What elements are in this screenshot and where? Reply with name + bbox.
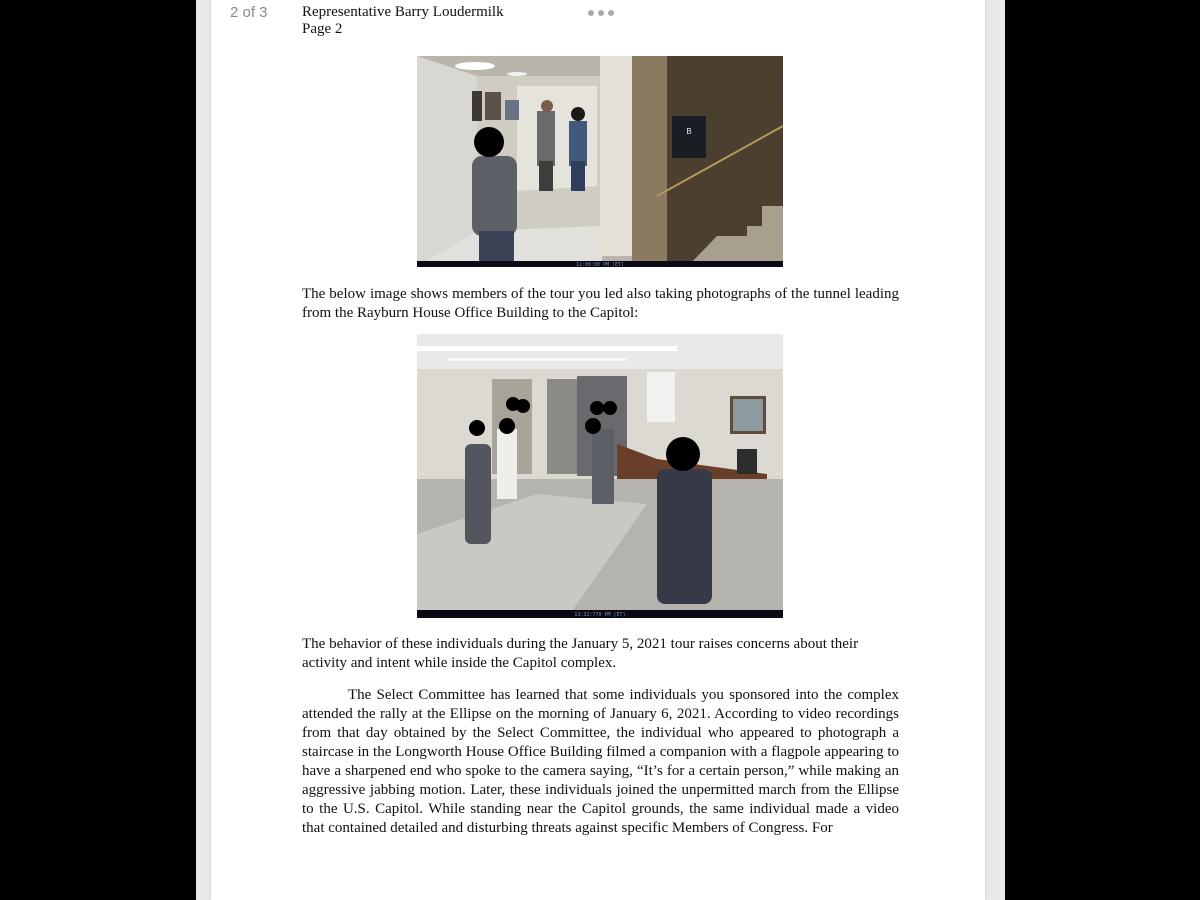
letter-header: [302, 4, 504, 38]
timestamp-top: 12:00:00 PM (ET): [575, 262, 625, 267]
select-committee-paragraph: The Select Committee has learned that some individuals you sponsored into the complex attended the rally at the Ellipse on the morning of January 6, 2021. According to video recordings from that day obtained by the Select Committee, the individual who appeared to photograph a staircase in the Longworth House Office Building filmed a companion with a flagpole appearing to have a sharpened end who spoke to the camera saying, “It’s for a certain person,” while making an aggressive jabbing motion. Later, these individuals joined the unpermitted march from the Ellipse to the U.S. Capitol. While standing near the Capitol grounds, the same individual made a video that contained detailed and disturbing threats against specific Members of Congress. For: [302, 687, 899, 836]
behavior-paragraph: The behavior of these individuals during the January 5, 2021 tour raises concerns about their activity and intent while inside the Capitol complex.: [302, 636, 859, 671]
ellipsis-icon[interactable]: [588, 9, 614, 17]
svg-text:B: B: [686, 127, 692, 136]
surveillance-photo-tunnel: [417, 334, 783, 618]
page-label: Page 2: [302, 21, 343, 37]
recipient-name: Representative Barry Loudermilk: [302, 4, 504, 20]
surveillance-photo-hallway: [417, 56, 783, 267]
ellipsis-dot: [588, 10, 594, 16]
page-indicator: 2 of 3: [230, 4, 268, 21]
timestamp-bottom: 13:32:770 PM (ET): [574, 612, 626, 618]
ellipsis-dot: [598, 10, 604, 16]
caption-paragraph: The below image shows members of the tour you led also taking photographs of the tunnel leading from the Rayburn House Office Building to the Capitol:: [302, 286, 899, 321]
ellipsis-dot: [608, 10, 614, 16]
